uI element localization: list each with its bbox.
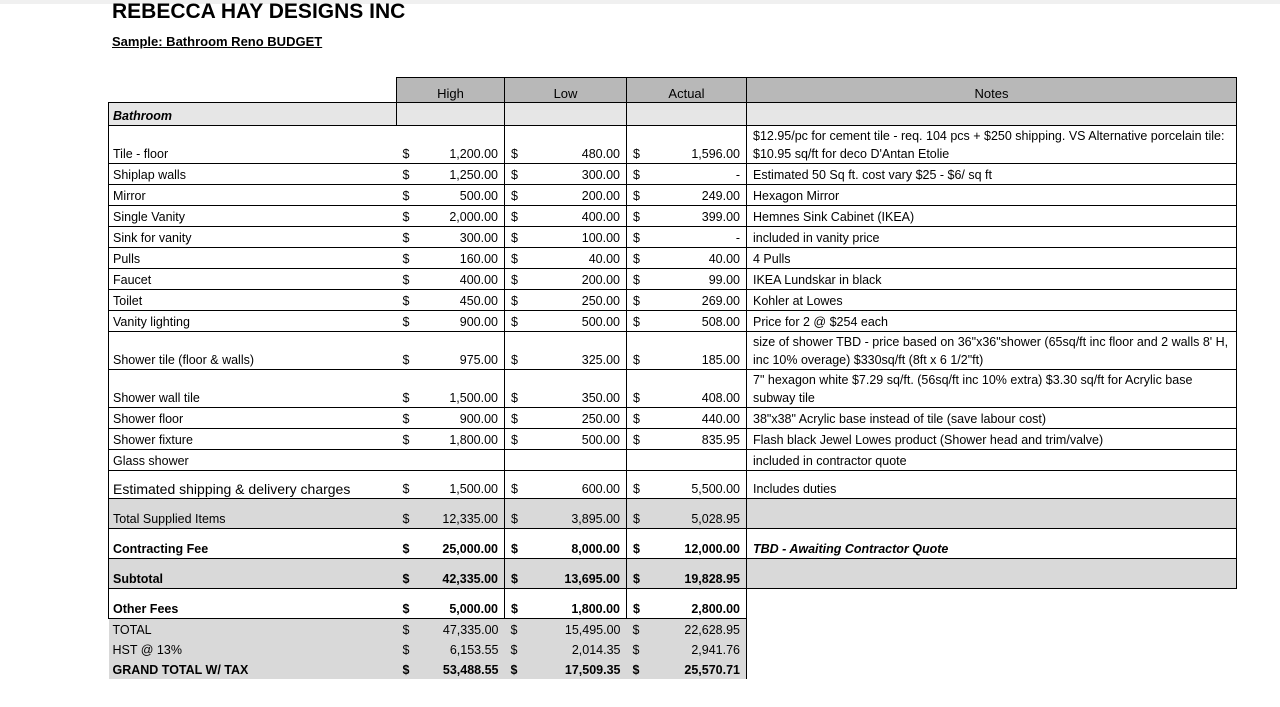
value-high: 900.00 <box>415 311 505 332</box>
value-high: 160.00 <box>415 248 505 269</box>
currency-symbol-low: $ <box>505 311 523 332</box>
value-low: 400.00 <box>523 206 627 227</box>
row-notes: 38"x38" Acrylic base instead of tile (save labour cost) <box>747 408 1237 429</box>
subtotal-row <box>109 559 1237 589</box>
row-notes: included in contractor quote <box>747 450 1237 471</box>
row-notes <box>747 639 1237 659</box>
value-high: 1,500.00 <box>415 370 505 408</box>
currency-symbol-actual: $ <box>627 248 645 269</box>
table-row <box>109 450 1237 471</box>
value-low: 325.00 <box>523 332 627 370</box>
currency-symbol-actual: $ <box>627 227 645 248</box>
value-low: 100.00 <box>523 227 627 248</box>
currency-symbol-high: $ <box>397 332 415 370</box>
value-low <box>523 450 627 471</box>
value-low: 200.00 <box>523 185 627 206</box>
currency-symbol-high: $ <box>397 290 415 311</box>
currency-symbol-low: $ <box>505 206 523 227</box>
value-high: 1,800.00 <box>415 429 505 450</box>
row-label: Vanity lighting <box>109 311 397 332</box>
currency-symbol-actual: $ <box>627 164 645 185</box>
value-actual: 22,628.95 <box>645 619 747 639</box>
row-label: Tile - floor <box>109 126 397 164</box>
value-high: 300.00 <box>415 227 505 248</box>
row-label: Shower fixture <box>109 429 397 450</box>
value-actual: 40.00 <box>645 248 747 269</box>
currency-symbol-actual: $ <box>627 290 645 311</box>
value-low: 17,509.35 <box>523 659 627 679</box>
currency-symbol-high: $ <box>397 370 415 408</box>
currency-symbol-low: $ <box>505 227 523 248</box>
total-supplied-row <box>109 499 1237 529</box>
currency-symbol-low: $ <box>505 185 523 206</box>
row-label: Shower wall tile <box>109 370 397 408</box>
row-notes: Price for 2 @ $254 each <box>747 311 1237 332</box>
value-high: 500.00 <box>415 185 505 206</box>
budget-subtitle: Sample: Bathroom Reno BUDGET <box>112 34 323 49</box>
value-actual: 19,828.95 <box>645 559 747 589</box>
currency-symbol-actual: $ <box>627 185 645 206</box>
currency-symbol-low: $ <box>505 370 523 408</box>
value-low: 600.00 <box>523 471 627 499</box>
value-high: 400.00 <box>415 269 505 290</box>
currency-symbol-high: $ <box>397 619 415 639</box>
value-actual: 440.00 <box>645 408 747 429</box>
currency-symbol-low: $ <box>505 269 523 290</box>
currency-symbol-low: $ <box>505 659 523 679</box>
row-label: Contracting Fee <box>109 529 397 559</box>
currency-symbol-low: $ <box>505 290 523 311</box>
row-notes: included in vanity price <box>747 227 1237 248</box>
value-high: 900.00 <box>415 408 505 429</box>
row-label: Glass shower <box>109 450 397 471</box>
currency-symbol-actual <box>627 450 645 471</box>
row-label: Toilet <box>109 290 397 311</box>
currency-symbol-high: $ <box>397 659 415 679</box>
currency-symbol-high: $ <box>397 164 415 185</box>
row-label: Sink for vanity <box>109 227 397 248</box>
currency-symbol-high: $ <box>397 559 415 589</box>
currency-symbol-low: $ <box>505 589 523 619</box>
row-label: Shower floor <box>109 408 397 429</box>
row-notes: size of shower TBD - price based on 36"x36"shower (65sq/ft inc floor and 2 walls 8' H, inc 10% overage) $330sq/ft (8ft x 6 1/2"ft) <box>747 332 1237 370</box>
currency-symbol-high: $ <box>397 227 415 248</box>
table-row <box>109 269 1237 290</box>
value-actual: 99.00 <box>645 269 747 290</box>
table-row <box>109 332 1237 370</box>
value-low: 2,014.35 <box>523 639 627 659</box>
value-high: 1,500.00 <box>415 471 505 499</box>
table-row <box>109 408 1237 429</box>
value-actual: 835.95 <box>645 429 747 450</box>
row-notes: Hexagon Mirror <box>747 185 1237 206</box>
value-low: 15,495.00 <box>523 619 627 639</box>
value-low: 13,695.00 <box>523 559 627 589</box>
row-label: Mirror <box>109 185 397 206</box>
total-row <box>109 619 1237 639</box>
currency-symbol-high: $ <box>397 471 415 499</box>
table-row <box>109 429 1237 450</box>
budget-table <box>108 77 1237 679</box>
row-notes <box>747 619 1237 639</box>
row-notes <box>747 499 1237 529</box>
currency-symbol-low: $ <box>505 639 523 659</box>
section-cell-notes <box>747 103 1237 126</box>
currency-symbol-high <box>397 450 415 471</box>
row-notes: Includes duties <box>747 471 1237 499</box>
value-actual: 5,500.00 <box>645 471 747 499</box>
other-fees-row <box>109 589 1237 619</box>
row-notes: 4 Pulls <box>747 248 1237 269</box>
row-label: Faucet <box>109 269 397 290</box>
currency-symbol-low: $ <box>505 559 523 589</box>
value-low: 250.00 <box>523 290 627 311</box>
currency-symbol-low: $ <box>505 429 523 450</box>
row-label: HST @ 13% <box>109 639 397 659</box>
row-label: Total Supplied Items <box>109 499 397 529</box>
table-row <box>109 126 1237 164</box>
currency-symbol-actual: $ <box>627 408 645 429</box>
currency-symbol-actual: $ <box>627 126 645 164</box>
currency-symbol-high: $ <box>397 639 415 659</box>
currency-symbol-high: $ <box>397 126 415 164</box>
currency-symbol-high: $ <box>397 499 415 529</box>
value-high: 12,335.00 <box>415 499 505 529</box>
value-high: 53,488.55 <box>415 659 505 679</box>
column-header-low: Low <box>505 78 627 103</box>
header-blank-cell <box>109 78 397 103</box>
value-low: 40.00 <box>523 248 627 269</box>
value-low: 350.00 <box>523 370 627 408</box>
table-row <box>109 311 1237 332</box>
value-high: 42,335.00 <box>415 559 505 589</box>
table-row <box>109 185 1237 206</box>
currency-symbol-low: $ <box>505 126 523 164</box>
value-high: 25,000.00 <box>415 529 505 559</box>
section-cell-high <box>397 103 505 126</box>
currency-symbol-high: $ <box>397 269 415 290</box>
value-high: 6,153.55 <box>415 639 505 659</box>
currency-symbol-actual: $ <box>627 659 645 679</box>
table-row <box>109 206 1237 227</box>
row-notes: Flash black Jewel Lowes product (Shower head and trim/valve) <box>747 429 1237 450</box>
hst-row <box>109 639 1237 659</box>
value-actual: 2,800.00 <box>645 589 747 619</box>
value-actual: 399.00 <box>645 206 747 227</box>
currency-symbol-actual: $ <box>627 370 645 408</box>
column-header-notes: Notes <box>747 78 1237 103</box>
currency-symbol-high: $ <box>397 429 415 450</box>
currency-symbol-actual: $ <box>627 639 645 659</box>
row-notes: Estimated 50 Sq ft. cost vary $25 - $6/ sq ft <box>747 164 1237 185</box>
value-high: 1,200.00 <box>415 126 505 164</box>
currency-symbol-high: $ <box>397 185 415 206</box>
value-actual: 185.00 <box>645 332 747 370</box>
currency-symbol-actual: $ <box>627 529 645 559</box>
header-row <box>109 78 1237 103</box>
row-notes: IKEA Lundskar in black <box>747 269 1237 290</box>
currency-symbol-low: $ <box>505 408 523 429</box>
row-label: Pulls <box>109 248 397 269</box>
row-label: Shower tile (floor & walls) <box>109 332 397 370</box>
value-low: 250.00 <box>523 408 627 429</box>
currency-symbol-low: $ <box>505 529 523 559</box>
currency-symbol-low <box>505 450 523 471</box>
section-label: Bathroom <box>109 103 397 126</box>
value-high: 450.00 <box>415 290 505 311</box>
value-high: 47,335.00 <box>415 619 505 639</box>
shipping-row <box>109 471 1237 499</box>
value-actual <box>645 450 747 471</box>
value-low: 200.00 <box>523 269 627 290</box>
row-notes: $12.95/pc for cement tile - req. 104 pcs + $250 shipping. VS Alternative porcelain tile: $10.95 sq/ft for deco D'Antan Etolie <box>747 126 1237 164</box>
currency-symbol-low: $ <box>505 164 523 185</box>
currency-symbol-low: $ <box>505 619 523 639</box>
value-actual: - <box>645 164 747 185</box>
row-notes: Hemnes Sink Cabinet (IKEA) <box>747 206 1237 227</box>
row-label: Single Vanity <box>109 206 397 227</box>
value-actual: 269.00 <box>645 290 747 311</box>
row-notes: Kohler at Lowes <box>747 290 1237 311</box>
currency-symbol-actual: $ <box>627 429 645 450</box>
value-actual: 5,028.95 <box>645 499 747 529</box>
table-row <box>109 248 1237 269</box>
currency-symbol-actual: $ <box>627 311 645 332</box>
value-high: 2,000.00 <box>415 206 505 227</box>
contracting-fee-row <box>109 529 1237 559</box>
row-label: Shiplap walls <box>109 164 397 185</box>
value-actual: 408.00 <box>645 370 747 408</box>
currency-symbol-actual: $ <box>627 619 645 639</box>
currency-symbol-actual: $ <box>627 559 645 589</box>
value-low: 8,000.00 <box>523 529 627 559</box>
currency-symbol-high: $ <box>397 589 415 619</box>
table-row <box>109 227 1237 248</box>
row-label: Estimated shipping & delivery charges <box>109 471 397 499</box>
value-actual: 25,570.71 <box>645 659 747 679</box>
value-high: 975.00 <box>415 332 505 370</box>
table-row <box>109 370 1237 408</box>
value-actual: 12,000.00 <box>645 529 747 559</box>
value-actual: 249.00 <box>645 185 747 206</box>
value-low: 500.00 <box>523 311 627 332</box>
row-label: Subtotal <box>109 559 397 589</box>
value-low: 3,895.00 <box>523 499 627 529</box>
currency-symbol-low: $ <box>505 471 523 499</box>
currency-symbol-low: $ <box>505 248 523 269</box>
row-notes <box>747 659 1237 679</box>
section-cell-low <box>505 103 627 126</box>
value-actual: 2,941.76 <box>645 639 747 659</box>
currency-symbol-high: $ <box>397 206 415 227</box>
row-label: Other Fees <box>109 589 397 619</box>
currency-symbol-high: $ <box>397 248 415 269</box>
currency-symbol-actual: $ <box>627 589 645 619</box>
value-high <box>415 450 505 471</box>
value-actual: 508.00 <box>645 311 747 332</box>
currency-symbol-low: $ <box>505 499 523 529</box>
row-label: GRAND TOTAL W/ TAX <box>109 659 397 679</box>
currency-symbol-low: $ <box>505 332 523 370</box>
section-row-bathroom <box>109 103 1237 126</box>
row-notes <box>747 559 1237 589</box>
table-row <box>109 290 1237 311</box>
column-header-high: High <box>397 78 505 103</box>
currency-symbol-actual: $ <box>627 471 645 499</box>
currency-symbol-actual: $ <box>627 499 645 529</box>
currency-symbol-actual: $ <box>627 332 645 370</box>
value-low: 1,800.00 <box>523 589 627 619</box>
value-low: 500.00 <box>523 429 627 450</box>
section-cell-actual <box>627 103 747 126</box>
table-row <box>109 164 1237 185</box>
row-label: TOTAL <box>109 619 397 639</box>
grand-total-row <box>109 659 1237 679</box>
currency-symbol-actual: $ <box>627 206 645 227</box>
row-notes <box>747 589 1237 619</box>
currency-symbol-high: $ <box>397 529 415 559</box>
value-high: 1,250.00 <box>415 164 505 185</box>
row-notes: 7" hexagon white $7.29 sq/ft. (56sq/ft inc 10% extra) $3.30 sq/ft for Acrylic base subway tile <box>747 370 1237 408</box>
value-low: 480.00 <box>523 126 627 164</box>
column-header-actual: Actual <box>627 78 747 103</box>
currency-symbol-actual: $ <box>627 269 645 290</box>
value-actual: 1,596.00 <box>645 126 747 164</box>
value-low: 300.00 <box>523 164 627 185</box>
company-name: REBECCA HAY DESIGNS INC <box>112 0 406 23</box>
currency-symbol-high: $ <box>397 408 415 429</box>
value-actual: - <box>645 227 747 248</box>
row-notes: TBD - Awaiting Contractor Quote <box>747 529 1237 559</box>
value-high: 5,000.00 <box>415 589 505 619</box>
currency-symbol-high: $ <box>397 311 415 332</box>
